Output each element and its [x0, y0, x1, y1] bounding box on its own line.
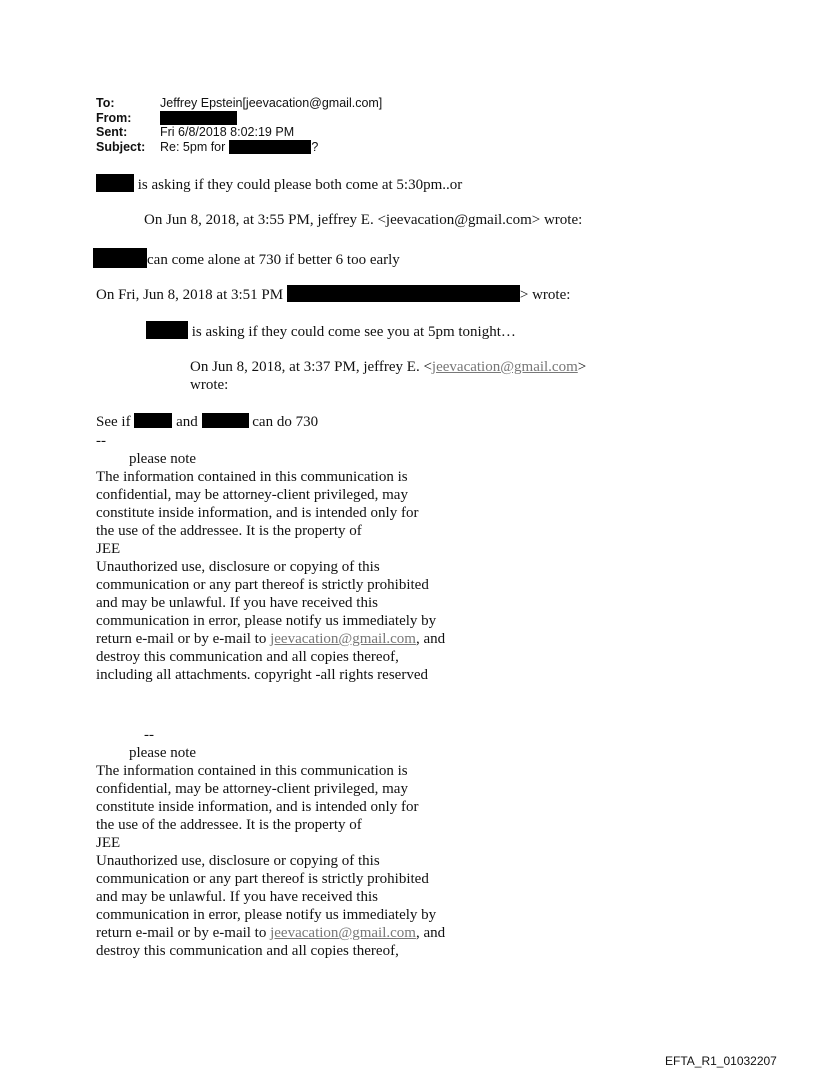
- message-line-4: On Fri, Jun 8, 2018 at 3:51 PM > wrote:: [96, 287, 571, 303]
- signature-disclaimer: The information contained in this communication is confidential, may be attorney-client privileged, may constitute inside information, and is intended only for the use of the addressee. It is the property of JEE Unauthorized use, disclosure or copying of this communication or any part thereof is strictly prohibited and may be unlawful. If you have received this communication in error, please notify us immediately by return e-mail or by e-mail to jeevacation@gmail.com, and destroy this communication and all copies thereof,: [96, 763, 446, 959]
- message-line-3: can come alone at 730 if better 6 too early: [93, 248, 400, 269]
- subject-suffix: ?: [311, 139, 319, 154]
- redaction-box: [229, 140, 311, 154]
- from-label: From:: [96, 110, 132, 125]
- redaction-box: [160, 111, 237, 125]
- signature-dashes: --: [144, 727, 154, 743]
- sent-label: Sent:: [96, 125, 128, 139]
- redaction-box: [287, 285, 520, 302]
- redaction-box: [146, 321, 188, 339]
- signature-note: please note: [129, 745, 197, 761]
- redaction-box: [96, 174, 134, 192]
- signature-disclaimer: The information contained in this communication is confidential, may be attorney-client privileged, may constitute inside information, and is intended only for the use of the addressee. It is the property of JEE Unauthorized use, disclosure or copying of this communication or any part thereof is strictly prohibited and may be unlawful. If you have received this communication in error, please notify us immediately by return e-mail or by e-mail to jeevacation@gmail.com, and destroy this communication and all copies thereof, including all attachments. copyright -all rights reserved: [96, 469, 446, 683]
- subject-label: Subject:: [96, 139, 146, 154]
- email-link[interactable]: jeevacation@gmail.com: [270, 925, 416, 941]
- subject-row: [96, 140, 382, 155]
- email-link[interactable]: jeevacation@gmail.com: [431, 359, 578, 375]
- redaction-box: [202, 413, 249, 428]
- message-line-2: On Jun 8, 2018, at 3:55 PM, jeffrey E. <jeevacation@gmail.com> wrote:: [144, 212, 583, 228]
- sent-row: [96, 125, 382, 140]
- message-line-1: is asking if they could please both come at 5:30pm..or: [96, 174, 462, 194]
- subject-prefix: Re: 5pm for: [160, 139, 226, 154]
- message-line-5: is asking if they could come see you at 5pm tonight…: [146, 321, 516, 341]
- sent-value: Fri 6/8/2018 8:02:19 PM: [160, 125, 295, 139]
- email-link[interactable]: jeevacation@gmail.com: [270, 631, 416, 647]
- message-line-6: On Jun 8, 2018, at 3:37 PM, jeffrey E. <jeevacation@gmail.com> wrote:: [190, 359, 587, 393]
- bates-number: EFTA_R1_01032207: [665, 1054, 777, 1068]
- message-line-7: See if and can do 730: [96, 414, 319, 430]
- to-value: Jeffrey Epstein[jeevacation@gmail.com]: [160, 96, 383, 110]
- redaction-box: [93, 248, 147, 268]
- signature-dashes: --: [96, 433, 106, 449]
- to-row: [96, 96, 382, 111]
- redaction-box: [134, 413, 172, 428]
- email-header: [96, 96, 382, 154]
- to-label: To:: [96, 96, 115, 110]
- signature-note: please note: [129, 451, 197, 467]
- from-row: [96, 111, 382, 126]
